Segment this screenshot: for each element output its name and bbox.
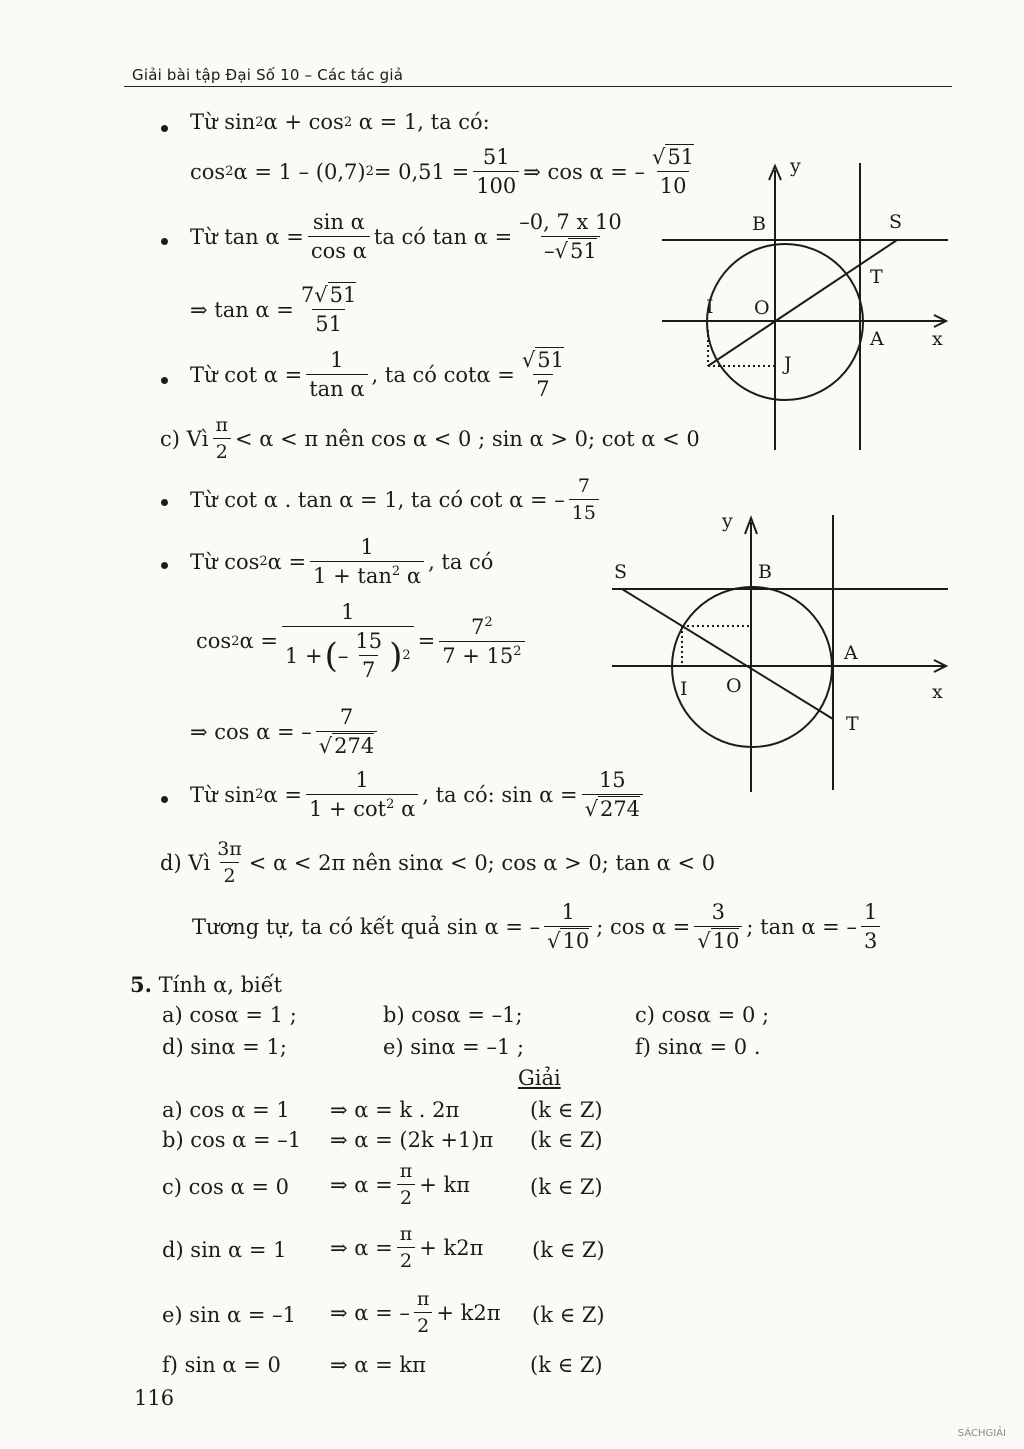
label-x: x (932, 681, 943, 703)
solution-b-left: b) cos α = –1 (162, 1128, 302, 1152)
unit-circle-diagram-1 (650, 150, 960, 460)
solution-e-domain: (k ∈ Z) (532, 1303, 605, 1327)
part-c-cos-square: cos 2 α = 1 1 + ( – $\frac{15}{7}$ ) 2 = $\frac{7^2}{7 + 15^2}$ (196, 600, 529, 682)
label-I: I (680, 678, 688, 700)
page-number: 116 (134, 1386, 175, 1410)
solution-e-left: e) sin α = –1 (162, 1303, 296, 1327)
bullet (161, 377, 168, 384)
solution-d-left: d) sin α = 1 (162, 1238, 287, 1262)
solution-a-domain: (k ∈ Z) (530, 1098, 603, 1122)
header-rule (124, 86, 952, 87)
bullet-2-line-2: ⇒ tan α = $\frac{7√51}{51}$ (190, 283, 357, 336)
part-c-line: c) Vì $\frac{\pi}{2}$ < α < π nên cos α < 0 ; sin α > 0; cot α < 0 (160, 414, 700, 463)
solution-f-domain: (k ∈ Z) (530, 1353, 603, 1377)
solution-c-right: ⇒ α = $\frac{\pi}{2}$ + kπ (330, 1160, 471, 1209)
problem-5-title: 5. Tính α, biết (130, 972, 283, 997)
label-O: O (726, 675, 742, 697)
solution-c-domain: (k ∈ Z) (530, 1175, 603, 1199)
label-T: T (870, 266, 883, 288)
bullet-3-line: Từ cot α = $\frac{1}{\text{tan α}}$ , ta có cotα = $\frac{√51}{7}$ (190, 348, 565, 401)
bullet (161, 796, 168, 803)
solution-heading: Giải (518, 1066, 561, 1090)
running-header: Giải bài tập Đại Số 10 – Các tác giả (132, 66, 404, 84)
label-B: B (752, 213, 766, 235)
part-c-bullet-2: Từ cos 2 α = $\frac{1}{1 + \tan^2 \alpha}$ , ta có (190, 535, 494, 588)
label-x: x (932, 328, 943, 350)
label-T: T (846, 713, 859, 735)
solution-a-right: ⇒ α = k . 2π (330, 1098, 460, 1122)
bullet-2-line: Từ tan α = $\frac{\text{sin α}}{\text{cos α}}$ ta có tan α = $\frac{-0, 7 x 10}{-√51}$ (190, 210, 622, 263)
part-d-result: Tương tự, ta có kết quả sin α = – $\frac{1}{√10}$ ; cos α = $\frac{3}{√10}$ ; tan α = – $\frac{1}{3}$ (192, 900, 884, 953)
ray (708, 240, 897, 366)
solution-b-domain: (k ∈ Z) (530, 1128, 603, 1152)
solution-e-right: ⇒ α = – $\frac{\pi}{2}$ + k2π (330, 1288, 501, 1337)
solution-a-left: a) cos α = 1 (162, 1098, 290, 1122)
ray (622, 589, 833, 719)
label-O: O (754, 297, 770, 319)
solution-d-domain: (k ∈ Z) (532, 1238, 605, 1262)
label-B: B (758, 561, 772, 583)
label-A: A (870, 328, 884, 350)
label-y: y (722, 510, 733, 532)
problem-5d: d) sinα = 1; (162, 1035, 287, 1059)
problem-5f: f) sinα = 0 . (635, 1035, 761, 1059)
label-S: S (889, 211, 903, 233)
label-S: S (614, 561, 628, 583)
solution-f-right: ⇒ α = kπ (330, 1353, 426, 1377)
label-y: y (790, 155, 801, 177)
watermark-logo: SÁCHGIẢI (957, 1428, 1006, 1439)
solution-d-right: ⇒ α = $\frac{\pi}{2}$ + k2π (330, 1223, 484, 1272)
part-d-line: d) Vì $\frac{3\pi}{2}$ < α < 2π nên sinα < 0; cos α > 0; tan α < 0 (160, 838, 716, 887)
solution-b-right: ⇒ α = (2k +1)π (330, 1128, 494, 1152)
part-c-bullet-1: Từ cot α . tan α = 1, ta có cot α = – $\frac{7}{15}$ (190, 475, 603, 524)
bullet-1-line-2: cos 2 α = 1 – (0,7) 2 = 0,51 = $\frac{51}{100}$ ⇒ cos α = – $\frac{√51}{10}$ (190, 145, 695, 198)
label-I: I (706, 296, 714, 318)
label-J: J (784, 353, 792, 375)
solution-c-left: c) cos α = 0 (162, 1175, 289, 1199)
part-c-cos-result: ⇒ cos α = – $\frac{7}{√274}$ (190, 705, 381, 758)
unit-circle-diagram-2 (600, 505, 960, 800)
part-c-bullet-3: Từ sin 2 α = $\frac{1}{1 + \cot^2 \alpha}$ , ta có: sin α = $\frac{15}{√274}$ (190, 768, 647, 821)
bullet (161, 238, 168, 245)
problem-5b: b) cosα = –1; (383, 1003, 523, 1027)
label-A: A (844, 642, 858, 664)
bullet (161, 499, 168, 506)
bullet-1-line: Từ sin 2 α + cos 2 α = 1, ta có: (190, 110, 490, 134)
problem-5e: e) sinα = –1 ; (383, 1035, 525, 1059)
bullet (161, 125, 168, 132)
problem-5c: c) cosα = 0 ; (635, 1003, 770, 1027)
bullet (161, 562, 168, 569)
solution-f-left: f) sin α = 0 (162, 1353, 281, 1377)
problem-5a: a) cosα = 1 ; (162, 1003, 297, 1027)
